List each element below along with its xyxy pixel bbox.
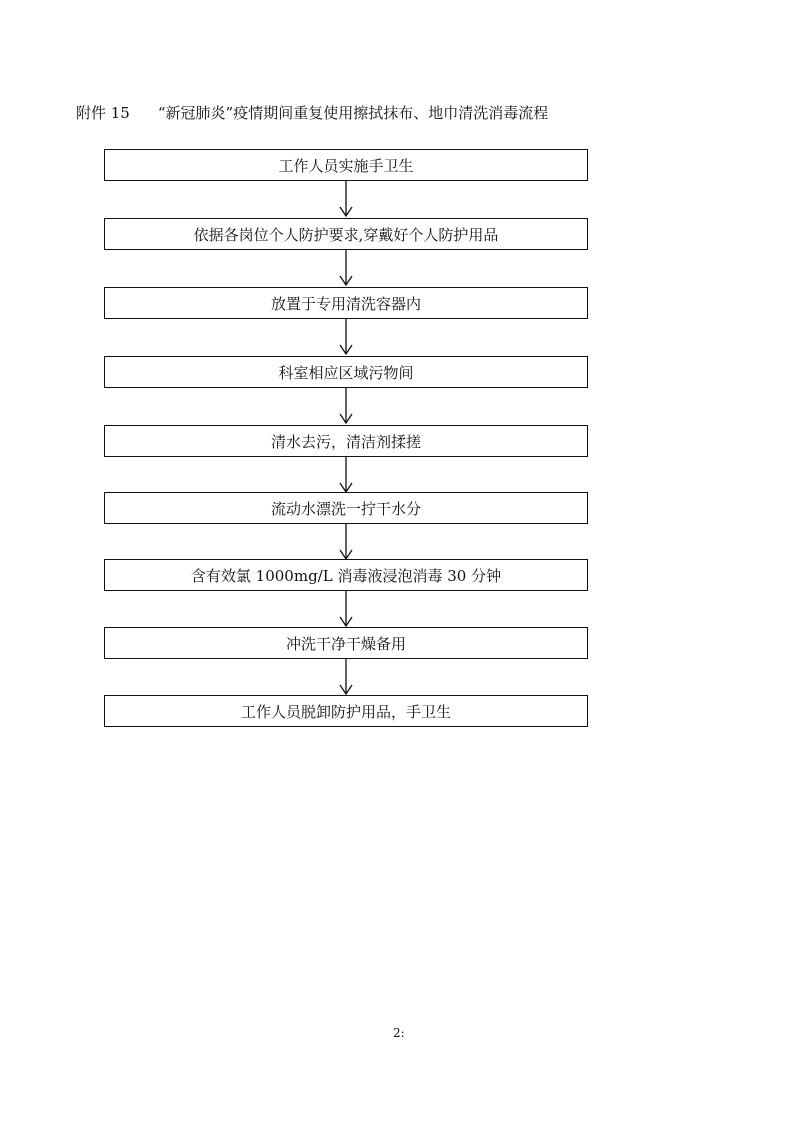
flow-step-4: 科室相应区域污物间 <box>104 356 588 388</box>
flow-arrow-1 <box>339 181 353 218</box>
flow-step-5: 清水去污，清洁剂揉搓 <box>104 425 588 457</box>
flow-arrow-5 <box>339 457 353 494</box>
flow-step-2: 依据各岗位个人防护要求,穿戴好个人防护用品 <box>104 218 588 250</box>
flow-step-6: 流动水漂洗一拧干水分 <box>104 492 588 524</box>
flow-step-9: 工作人员脱卸防护用品，手卫生 <box>104 695 588 727</box>
flow-step-1: 工作人员实施手卫生 <box>104 149 588 181</box>
flow-step-7: 含有效氯 1000mg/L 消毒液浸泡消毒 30 分钟 <box>104 559 588 591</box>
flow-arrow-3 <box>339 319 353 356</box>
flow-arrow-4 <box>339 388 353 425</box>
flow-arrow-8 <box>339 659 353 696</box>
attachment-label: 附件 15 <box>76 104 130 122</box>
page-number: 2: <box>393 1026 405 1040</box>
flow-step-8: 冲洗干净干燥备用 <box>104 627 588 659</box>
flow-arrow-2 <box>339 250 353 287</box>
flow-step-3: 放置于专用清洗容器内 <box>104 287 588 319</box>
flow-arrow-6 <box>339 524 353 561</box>
flow-arrow-7 <box>339 591 353 628</box>
document-title: “新冠肺炎”疫情期间重复使用擦拭抹布、地巾清洗消毒流程 <box>157 104 549 122</box>
